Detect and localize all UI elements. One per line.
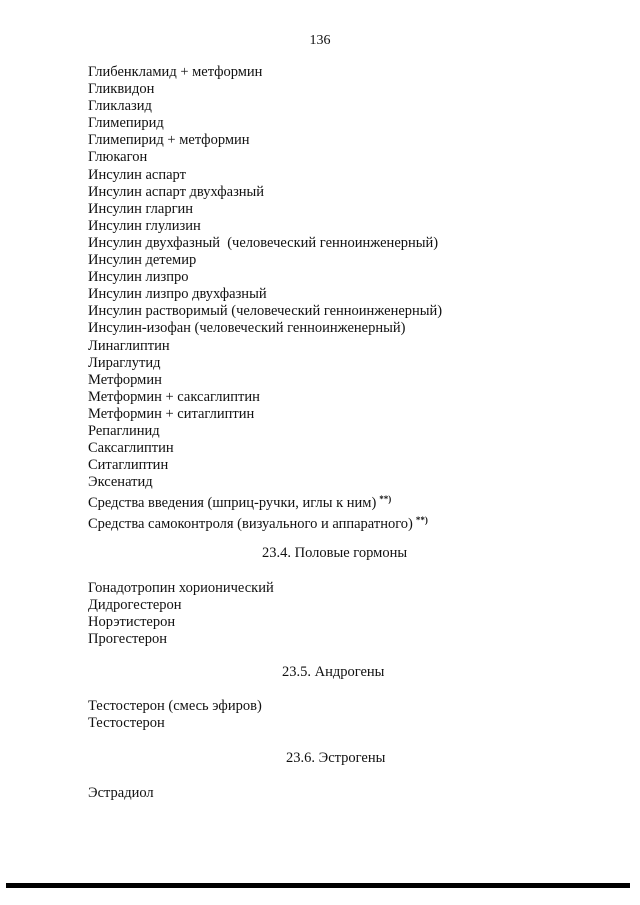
list-item-with-footnote	[88, 512, 442, 533]
list-item-with-footnote	[88, 491, 442, 512]
list-item: Инсулин аспарт двухфазный	[88, 183, 265, 200]
list-item: Прогестерон	[88, 631, 167, 648]
list-item: Метформин	[88, 371, 162, 388]
list-item: Гликвидон	[88, 81, 155, 98]
list-item: Инсулин-изофан (человеческий генноинженерный)	[88, 320, 406, 337]
drug-list-sex-hormones	[88, 580, 274, 648]
list-item: Лираглутид	[88, 354, 161, 371]
list-item: Саксаглиптин	[88, 440, 174, 457]
section-heading-sex-hormones: 23.4. Половые гормоны	[262, 545, 408, 561]
list-item: Метформин + ситаглиптин	[88, 405, 255, 422]
list-item-text: Средства самоконтроля (визуального и аппаратного)	[88, 516, 413, 533]
list-item: Гликлазид	[88, 98, 152, 115]
list-item: Линаглиптин	[88, 337, 170, 354]
list-item: Инсулин аспарт	[88, 166, 186, 183]
list-item: Дидрогестерон	[88, 597, 182, 614]
list-item: Норэтистерон	[88, 614, 176, 631]
list-item: Эстрадиол	[88, 785, 154, 801]
list-item: Инсулин глулизин	[88, 217, 201, 234]
list-item: Инсулин двухфазный (человеческий генноинженерный)	[88, 234, 439, 251]
drug-list-antidiabetic	[88, 64, 442, 534]
section-heading-estrogens: 23.6. Эстрогены	[286, 750, 386, 766]
list-item-text: Средства введения (шприц-ручки, иглы к ним)	[88, 495, 377, 512]
page-number: 136	[309, 33, 331, 48]
page-bottom-rule	[6, 883, 630, 888]
list-item: Глимепирид + метформин	[88, 132, 250, 149]
list-item: Инсулин лизпро двухфазный	[88, 286, 267, 303]
list-item: Репаглинид	[88, 422, 160, 439]
list-item: Эксенатид	[88, 474, 153, 491]
list-item: Тестостерон (смесь эфиров)	[88, 698, 262, 714]
list-item: Глимепирид	[88, 115, 164, 132]
list-item: Инсулин растворимый (человеческий генноинженерный)	[88, 303, 443, 320]
list-item: Инсулин лизпро	[88, 269, 189, 286]
list-item: Инсулин гларгин	[88, 200, 194, 217]
section-heading-androgens: 23.5. Андрогены	[282, 664, 385, 680]
footnote-mark: **)	[415, 515, 428, 526]
list-item: Ситаглиптин	[88, 457, 169, 474]
list-item: Глюкагон	[88, 149, 148, 166]
list-item: Гонадотропин хорионический	[88, 580, 274, 596]
list-item: Глибенкламид + метформин	[88, 64, 263, 80]
list-item: Инсулин детемир	[88, 252, 197, 269]
footnote-mark: **)	[379, 494, 392, 505]
list-item: Метформин + саксаглиптин	[88, 388, 260, 405]
list-item: Тестостерон	[88, 715, 165, 732]
drug-list-estrogens	[88, 785, 154, 802]
drug-list-androgens	[88, 698, 262, 732]
